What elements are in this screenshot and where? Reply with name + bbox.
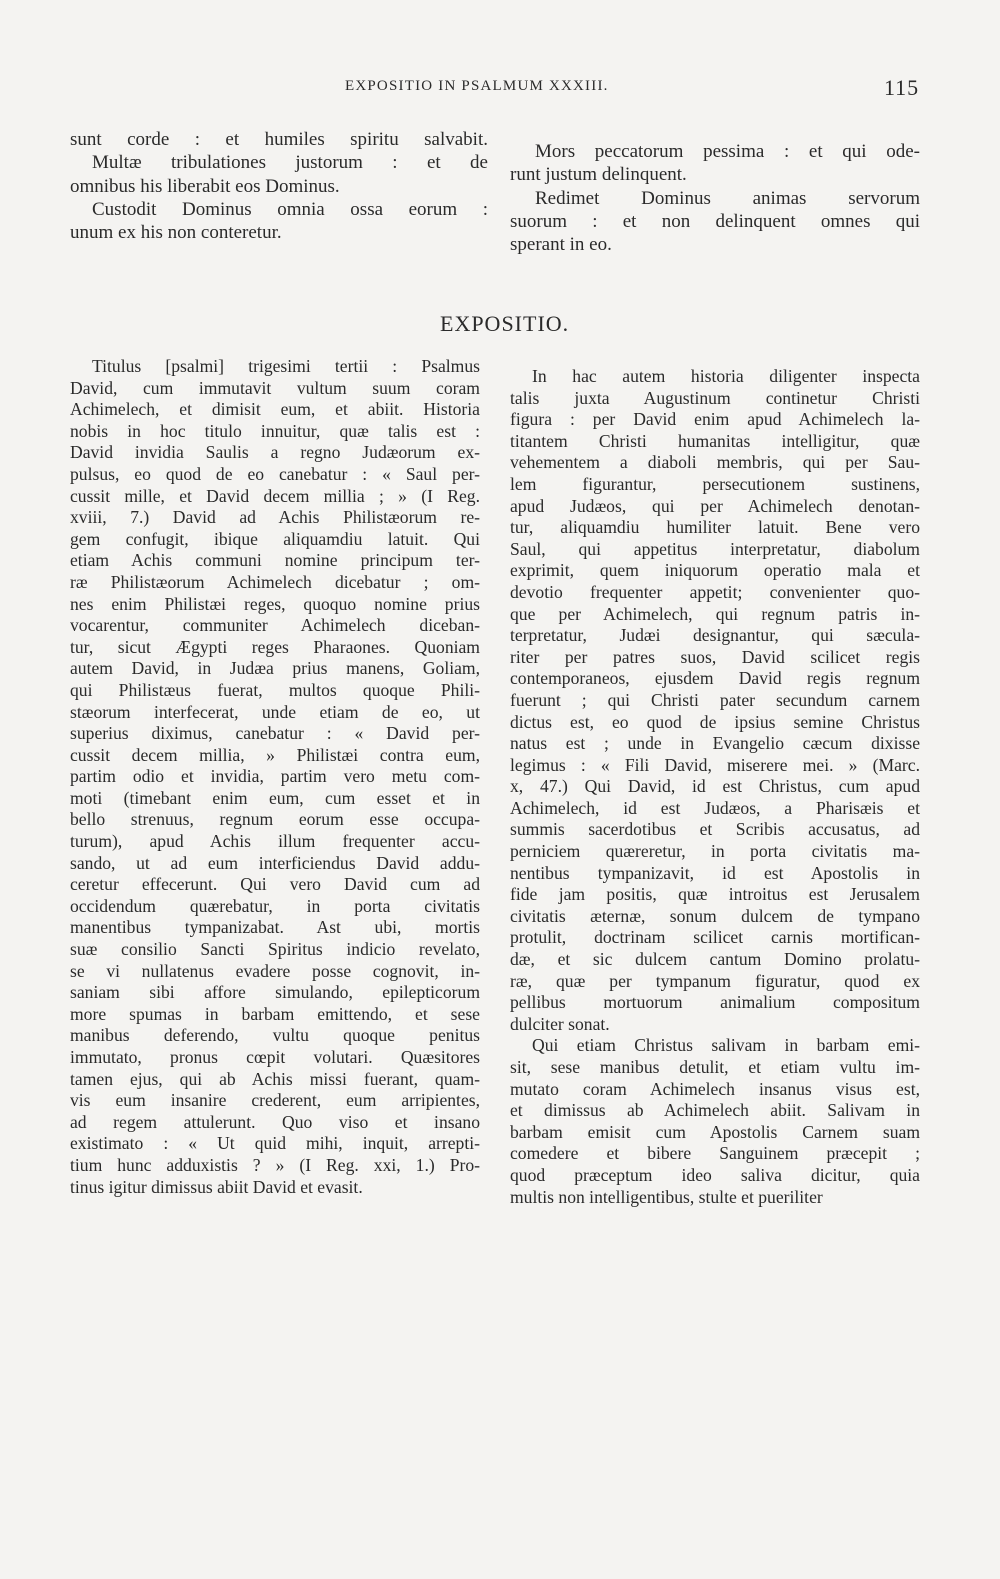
text-line: natus est ; unde in Evangelio cæcum dixisse — [510, 733, 920, 754]
text-line: vis eum insanire crederent, eum arripientes, — [70, 1090, 480, 1111]
text-line: dictus est, eo quod de ipsius semine Christus — [510, 711, 920, 732]
text-line: apud Judæos, qui per Achimelech denotan- — [510, 495, 920, 516]
text-line: Saul, qui appetitus interpretatur, diabolum — [510, 538, 920, 559]
text-line: que per Achimelech, qui regnum patris in- — [510, 603, 920, 624]
text-line: tinus igitur dimissus abiit David et evasit. — [70, 1176, 363, 1197]
text-line: cussit decem millia, » Philistæi contra eum, — [70, 744, 480, 765]
verse-line: Custodit Dominus omnia ossa eorum : — [92, 198, 488, 220]
text-line: sando, ut ad eum interficiendus David addu- — [70, 852, 480, 873]
text-line: pulsus, eo quod de eo canebatur : « Saul per- — [70, 463, 480, 484]
text-line: bello strenuus, regnum eorum esse occupa- — [70, 809, 480, 830]
text-line: et dimissus ab Achimelech abiit. Salivam in — [510, 1100, 920, 1121]
text-line: qui Philistæus fuerat, multos quoque Phili- — [70, 679, 480, 700]
text-line: tur, aliquamdiu humiliter latuit. Bene vero — [510, 517, 920, 538]
text-line: David invidia Saulis a regno Judæorum ex- — [70, 442, 480, 463]
psalm-verses-right — [510, 140, 920, 256]
text-line: contemporaneos, ejusdem David regis regnum — [510, 668, 920, 689]
text-line: ræ, quæ per tympanum figuratur, quod ex — [510, 970, 920, 991]
text-line: turum), apud Achis illum frequenter accu- — [70, 831, 480, 852]
text-line: titantem Christi humanitas intelligitur, quæ — [510, 430, 920, 451]
text-line: autem David, in Judæa prius manens, Goliam, — [70, 658, 480, 679]
text-line: stæorum interfecerat, unde etiam de eo, ut — [70, 701, 480, 722]
text-line: exprimit, quem iniquorum operatio mala et — [510, 560, 920, 581]
verse-line: sperant in eo. — [510, 234, 612, 256]
text-line: nes enim Philistæi reges, quoquo nomine prius — [70, 593, 480, 614]
text-line: mutato coram Achimelech insanus visus est, — [510, 1078, 920, 1099]
text-line: immutato, pronus cœpit volutari. Quæsitores — [70, 1047, 480, 1067]
text-line: David, cum immutavit vultum suum coram — [70, 377, 480, 398]
text-line: multis non intelligentibus, stulte et pueriliter — [510, 1186, 823, 1207]
text-line: quod præceptum ideo saliva dicitur, quia — [510, 1164, 920, 1185]
text-line: Titulus [psalmi] trigesimi tertii : Psalmus — [92, 356, 480, 376]
text-line: moti (timebant enim eum, cum esset et in — [70, 787, 480, 808]
text-line: tamen ejus, qui ab Achis missi fuerant, quam- — [70, 1068, 480, 1089]
verse-line: Multæ tribulationes justorum : et de — [92, 152, 488, 174]
text-line: pellibus mortuorum animalium compositum — [510, 992, 920, 1013]
text-line: dulciter sonat. — [510, 1013, 610, 1034]
text-line: cussit mille, et David decem millia ; » (I Reg. — [70, 485, 480, 506]
text-line: talis juxta Augustinum continetur Christi — [510, 387, 920, 408]
text-line: comedere et bibere Sanguinem præcepit ; — [510, 1143, 920, 1164]
text-line: existimato : « Ut quid mihi, inquit, arrepti- — [70, 1133, 480, 1154]
text-line: protulit, doctrinam scilicet carnis mortifican- — [510, 927, 920, 948]
text-line: nobis in hoc titulo innuitur, quæ talis est : — [70, 420, 480, 441]
text-line: riter per patres suos, David scilicet regis — [510, 646, 920, 667]
text-line: dæ, et sic dulcem cantum Domino prolatu- — [510, 949, 920, 970]
text-line: etiam Achis communi nomine principum ter- — [70, 550, 480, 571]
commentary-right-column — [510, 366, 920, 1208]
text-line: barbam emisit cum Apostolis Carnem suam — [510, 1121, 920, 1142]
text-line: vehementem a diaboli membris, qui per Sau- — [510, 452, 920, 473]
text-line: suæ consilio Sancti Spiritus indicio revelato, — [70, 939, 480, 960]
text-line: legimus : « Fili David, miserere mei. » (Marc. — [510, 754, 920, 775]
verse-line: Mors peccatorum pessima : et qui ode- — [535, 141, 920, 162]
verse-line: runt justum delinquent. — [510, 164, 687, 186]
text-line: Qui etiam Christus salivam in barbam emi- — [532, 1035, 920, 1056]
text-line: perniciem quæreretur, in porta civitatis ma- — [510, 841, 920, 862]
running-title: EXPOSITIO IN PSALMUM XXXIII. — [345, 78, 609, 94]
text-line: x, 47.) Qui David, id est Christus, cum apud — [510, 776, 920, 797]
text-line: civitatis æternæ, sonum dulcem de tympano — [510, 905, 920, 926]
verse-line: Redimet Dominus animas servorum — [535, 187, 920, 209]
text-line: ræ Philistæorum Achimelech dicebatur ; om- — [70, 571, 480, 592]
text-line: tur, sicut Ægypti reges Pharaones. Quoniam — [70, 636, 480, 657]
text-line: more spumas in barbam emittendo, et sese — [70, 1003, 480, 1024]
text-line: summis sacerdotibus et Scribis accusatus, ad — [510, 819, 920, 840]
psalm-verses-left — [70, 128, 488, 244]
text-line: nentibus tympanizavit, id est Apostolis in — [510, 862, 920, 883]
text-line: partim odio et invidia, partim vero metu com- — [70, 766, 480, 787]
verse-line: omnibus his liberabit eos Dominus. — [70, 175, 340, 197]
text-line: fuerunt ; qui Christi pater secundum carnem — [510, 689, 920, 710]
text-line: occidendum quærebatur, in porta civitatis — [70, 895, 480, 916]
text-line: Achimelech, id est Judæos, a Pharisæis et — [510, 797, 920, 818]
text-line: vocarentur, communiter Achimelech diceban- — [70, 615, 480, 636]
text-line: tium hunc adduxistis ? » (I Reg. xxi, 1.) Pro- — [70, 1154, 480, 1175]
text-line: saniam sibi affore simulando, epilepticorum — [70, 982, 480, 1003]
text-line: se vi nullatenus evadere posse cognovit, in- — [70, 960, 480, 981]
text-line: ad regem attulerunt. Quo viso et insano — [70, 1111, 480, 1132]
text-line: ceretur effecerunt. Qui vero David cum ad — [70, 874, 480, 895]
page-number: 115 — [884, 75, 920, 100]
text-line: gem confugit, ibique aliquamdiu latuit. Qui — [70, 528, 480, 549]
text-line: fide jam positis, quæ introitus est Jerusalem — [510, 884, 920, 905]
text-line: manentibus tympanizabat. Ast ubi, mortis — [70, 917, 480, 938]
text-line: figura : per David enim apud Achimelech la- — [510, 409, 920, 430]
verse-line: suorum : et non delinquent omnes qui — [510, 210, 920, 232]
section-heading: EXPOSITIO. — [440, 311, 570, 336]
text-line: Achimelech, et dimisit eum, et abiit. Historia — [70, 399, 480, 420]
text-line: In hac autem historia diligenter inspecta — [532, 366, 920, 386]
text-line: manibus deferendo, vultu quoque penitus — [70, 1025, 480, 1046]
text-line: superius diximus, canebatur : « David per- — [70, 723, 480, 744]
text-line: xviii, 7.) David ad Achis Philistæorum re- — [70, 507, 480, 528]
text-line: sit, sese manibus detulit, et etiam vultu im- — [510, 1057, 920, 1077]
commentary-left-column — [70, 356, 480, 1198]
text-line: devotio frequenter appetit; convenienter quo- — [510, 581, 920, 602]
text-line: terpretatur, Judæi designantur, qui sæcula- — [510, 625, 920, 646]
verse-line: unum ex his non conteretur. — [70, 222, 282, 244]
text-line: lem figurantur, persecutionem sustinens, — [510, 473, 920, 494]
verse-line: sunt corde : et humiles spiritu salvabit. — [70, 129, 488, 150]
running-header — [0, 75, 1000, 108]
